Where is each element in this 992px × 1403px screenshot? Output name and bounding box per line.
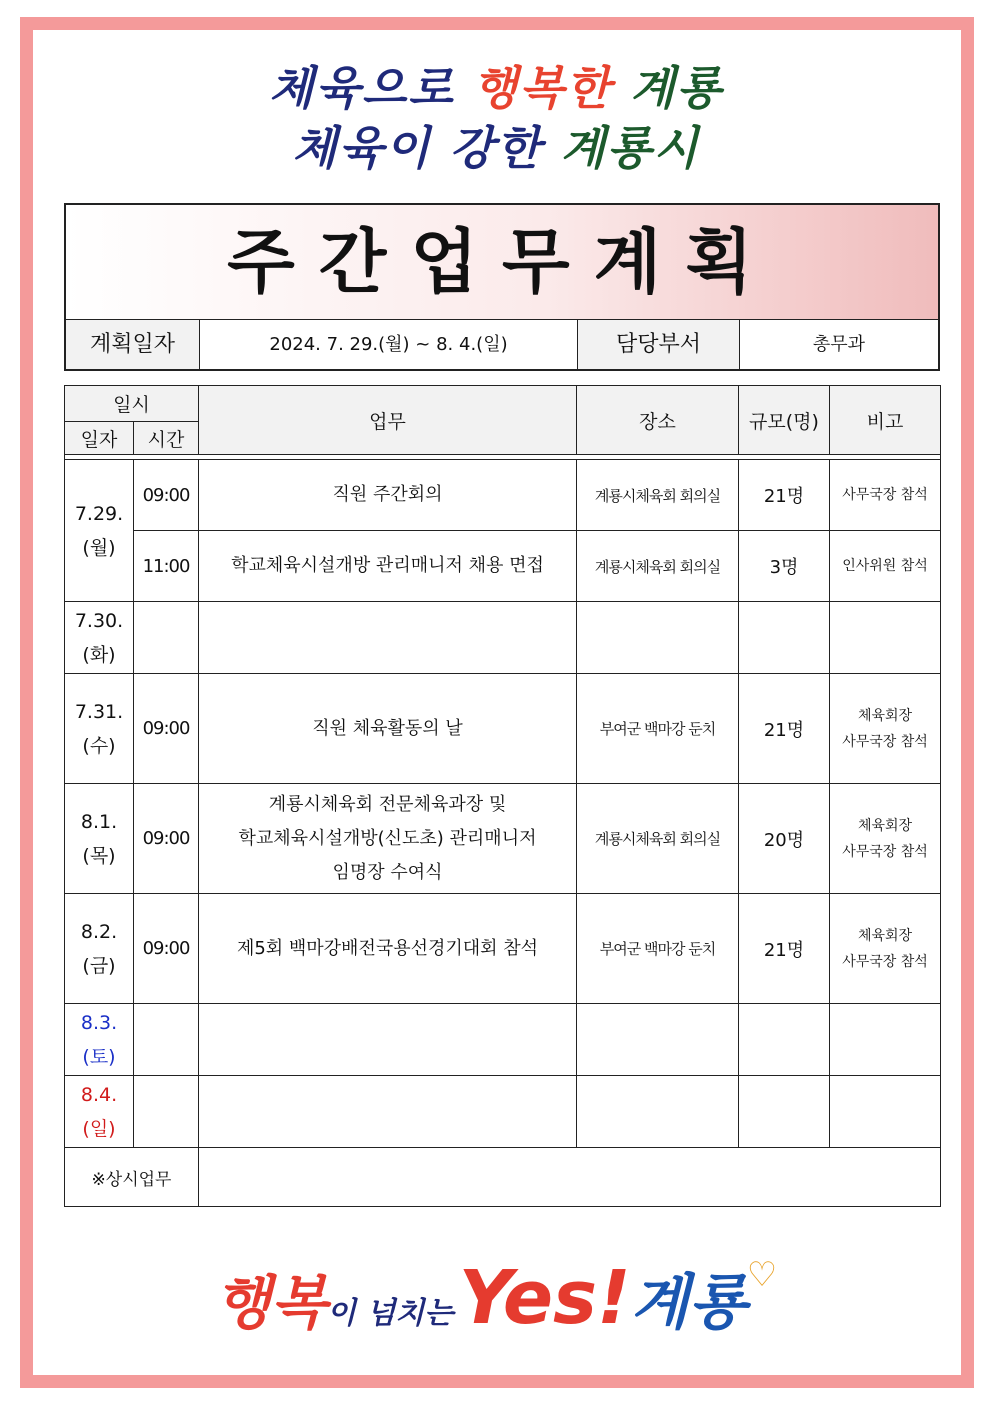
table-row (65, 602, 941, 674)
weekday-text: (일) (82, 1117, 116, 1140)
slogan-text: 행복한 (472, 61, 613, 115)
dept-value: 총무과 (812, 334, 866, 355)
table-row (65, 1004, 941, 1076)
table-row (65, 1076, 941, 1148)
header-date: 일자 (65, 422, 134, 455)
size-cell: 21명 (739, 894, 830, 1004)
table-row (65, 674, 941, 784)
header-time: 시간 (134, 422, 199, 455)
table-row (65, 894, 941, 1004)
time-cell: 09:00 (134, 460, 199, 531)
weekday-text: (화) (82, 643, 116, 666)
size-cell (739, 1004, 830, 1076)
place-cell: 계룡시체육회 회의실 (577, 460, 739, 531)
slogan-text: 체육으로 (269, 61, 455, 115)
routine-content (199, 1148, 941, 1207)
task-line: 직원 주간회의 (332, 484, 443, 505)
task-cell (199, 602, 577, 674)
note-cell (830, 531, 941, 602)
size-cell (739, 1076, 830, 1148)
date-cell (65, 894, 134, 1004)
note-line: 체육회장 (857, 707, 913, 724)
size-cell: 21명 (739, 674, 830, 784)
note-line: 사무국장 참석 (842, 733, 928, 750)
page-title: 주간업무계획 (66, 205, 938, 320)
note-line: 사무국장 참석 (842, 843, 928, 860)
task-line: 제5회 백마강배전국용선경기대회 참석 (236, 937, 539, 959)
date-text: 7.29. (74, 502, 124, 525)
place-cell: 부여군 백마강 둔치 (577, 894, 739, 1004)
task-line: 계룡시체육회 전문체육과장 및 (268, 793, 507, 815)
routine-label: ※상시업무 (65, 1148, 199, 1207)
task-cell (199, 674, 577, 784)
note-cell (830, 460, 941, 531)
note-line: 인사위원 참석 (842, 558, 928, 574)
time-cell: 09:00 (134, 784, 199, 894)
note-cell (830, 602, 941, 674)
size-cell: 21명 (739, 460, 830, 531)
size-cell: 3명 (739, 531, 830, 602)
plan-date-value: 2024. 7. 29.(월) ~ 8. 4.(일) (200, 320, 578, 369)
task-line: 학교체육시설개방(신도초) 관리매니저 (238, 827, 537, 849)
header-size: 규모(명) (739, 386, 830, 455)
date-cell (65, 674, 134, 784)
place-cell (577, 602, 739, 674)
place-cell (577, 1076, 739, 1148)
task-cell (199, 784, 577, 894)
note-line: 체육회장 (857, 927, 913, 944)
date-text: 8.4. (80, 1083, 118, 1106)
note-cell (830, 1076, 941, 1148)
footer-text: 이 넘치는 (326, 1296, 454, 1331)
header-note: 비고 (830, 386, 941, 455)
weekday-text: (금) (82, 954, 116, 977)
task-cell (199, 894, 577, 1004)
date-cell (65, 1076, 134, 1148)
note-line: 사무국장 참석 (842, 487, 928, 503)
slogan-line-1 (0, 52, 992, 118)
place-cell: 부여군 백마강 둔치 (577, 674, 739, 784)
table-row (65, 531, 941, 602)
time-cell (134, 1004, 199, 1076)
weekday-text: (토) (82, 1045, 116, 1068)
header-task: 업무 (199, 386, 577, 455)
date-cell (65, 460, 134, 602)
note-line: 사무국장 참석 (842, 953, 928, 970)
task-cell (199, 1076, 577, 1148)
time-cell: 09:00 (134, 674, 199, 784)
time-cell: 09:00 (134, 894, 199, 1004)
weekday-text: (수) (82, 734, 116, 757)
footer-text: 계룡 (630, 1268, 747, 1338)
date-cell (65, 784, 134, 894)
date-text: 8.2. (80, 920, 118, 943)
task-cell (199, 460, 577, 531)
time-cell: 11:00 (134, 531, 199, 602)
slogan-text: 체육이 강한 (292, 121, 543, 175)
task-line: 임명장 수여식 (332, 861, 443, 883)
weekday-text: (목) (82, 844, 116, 867)
slogan-text: 계룡시 (560, 121, 700, 175)
note-cell (830, 784, 941, 894)
date-text: 7.31. (74, 700, 124, 723)
footer-slogan (0, 1255, 992, 1341)
date-cell (65, 602, 134, 674)
plan-date-label: 계획일자 (66, 320, 200, 369)
place-cell (577, 1004, 739, 1076)
slogan-text: 계룡 (630, 61, 723, 115)
footer-text: Yes! (458, 1255, 631, 1341)
dept-label: 담당부서 (578, 320, 740, 369)
task-line: 직원 체육활동의 날 (312, 717, 463, 739)
date-text: 8.1. (80, 810, 118, 833)
size-cell (739, 602, 830, 674)
table-row (65, 784, 941, 894)
slogan-line-2 (0, 112, 992, 178)
table-row (65, 460, 941, 531)
title-box (64, 203, 940, 371)
date-text: 7.30. (74, 609, 124, 632)
size-cell: 20명 (739, 784, 830, 894)
place-cell: 계룡시체육회 회의실 (577, 784, 739, 894)
note-cell (830, 894, 941, 1004)
task-cell (199, 1004, 577, 1076)
header-place: 장소 (577, 386, 739, 455)
weekly-plan-table (64, 385, 941, 1207)
footer-text: 행복 (214, 1269, 327, 1337)
note-line: 체육회장 (857, 817, 913, 834)
meta-row (66, 320, 938, 369)
place-cell: 계룡시체육회 회의실 (577, 531, 739, 602)
time-cell (134, 1076, 199, 1148)
weekday-text: (월) (82, 536, 116, 559)
date-text: 8.3. (80, 1011, 118, 1034)
date-cell (65, 1004, 134, 1076)
heart-icon: ♡ (746, 1255, 778, 1295)
note-cell (830, 1004, 941, 1076)
note-cell (830, 674, 941, 784)
task-line: 학교체육시설개방 관리매니저 채용 면접 (231, 555, 544, 576)
time-cell (134, 602, 199, 674)
header-datetime: 일시 (65, 386, 199, 422)
task-cell (199, 531, 577, 602)
